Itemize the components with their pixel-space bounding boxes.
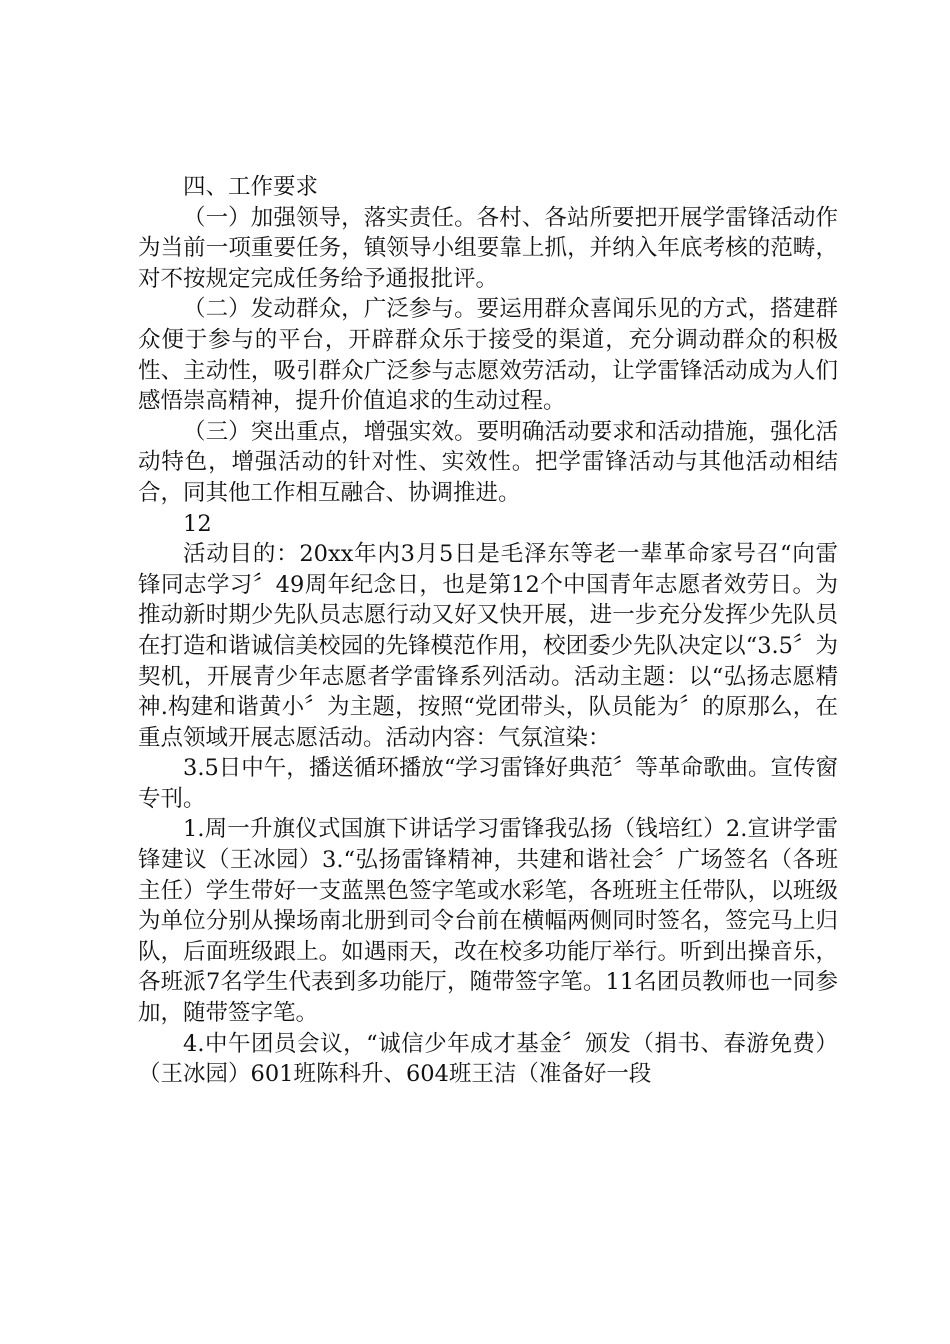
paragraph: 4.中午团员会议，“诚信少年成才基金〞颁发（捐书、春游免费）（王冰园）601班陈科升、604班王洁（准备好一段 bbox=[138, 1030, 838, 1088]
document-body bbox=[138, 172, 838, 1090]
paragraph: 1.周一升旗仪式国旗下讲话学习雷锋我弘扬（钱培红）2.宣讲学雷锋建议（王冰园）3.“弘扬雷锋精神，共建和谐社会〞广场签名（各班主任）学生带好一支蓝黑色签字笔或水彩笔，各班班主任带队，以班级为单位分别从操场南北册到司令台前在横幅两侧同时签名，签完马上归队，后面班级跟上。如遇雨天，改在校多功能厅举行。听到出操音乐，各班派7名学生代表到多功能厅，随带签字笔。11名团员教师也一同参加，随带签字笔。 bbox=[138, 816, 838, 1027]
paragraph: （三）突出重点，增强实效。要明确活动要求和活动措施，强化活动特色，增强活动的针对性、实效性。把学雷锋活动与其他活动相结合，同其他工作相互融合、协调推进。 bbox=[138, 418, 838, 506]
paragraph: 3.5日中午，播送循环播放“学习雷锋好典范〞等革命歌曲。宣传窗专刊。 bbox=[138, 755, 838, 812]
section-heading: 四、工作要求 bbox=[183, 174, 319, 200]
paragraph: （一）加强领导，落实责任。各村、各站所要把开展学雷锋活动作为当前一项重要任务，镇领导小组要靠上抓，并纳入年底考核的范畴，对不按规定完成任务给予通报批评。 bbox=[138, 204, 838, 292]
paragraph: 活动目的：20xx年内3月5日是毛泽东等老一辈革命家号召“向雷锋同志学习〞49周年纪念日，也是第12个中国青年志愿者效劳日。为推动新时期少先队员志愿行动又好又快开展，进一步充分发挥少先队员在打造和谐诚信美校园的先锋模范作用，校团委少先队决定以“3.5〞为契机，开展青少年志愿者学雷锋系列活动。活动主题：以“弘扬志愿精神.构建和谐黄小〞为主题，按照“党团带头，队员能为〞的原那么，在重点领域开展志愿活动。活动内容：气氛渲染： bbox=[138, 541, 838, 751]
paragraph: 12 bbox=[183, 510, 212, 537]
paragraph: （二）发动群众，广泛参与。要运用群众喜闻乐见的方式，搭建群众便于参与的平台，开辟群众乐于接受的渠道，充分调动群众的积极性、主动性，吸引群众广泛参与志愿效劳活动，让学雷锋活动成为人们感悟崇高精神，提升价值追求的生动过程。 bbox=[138, 296, 838, 415]
